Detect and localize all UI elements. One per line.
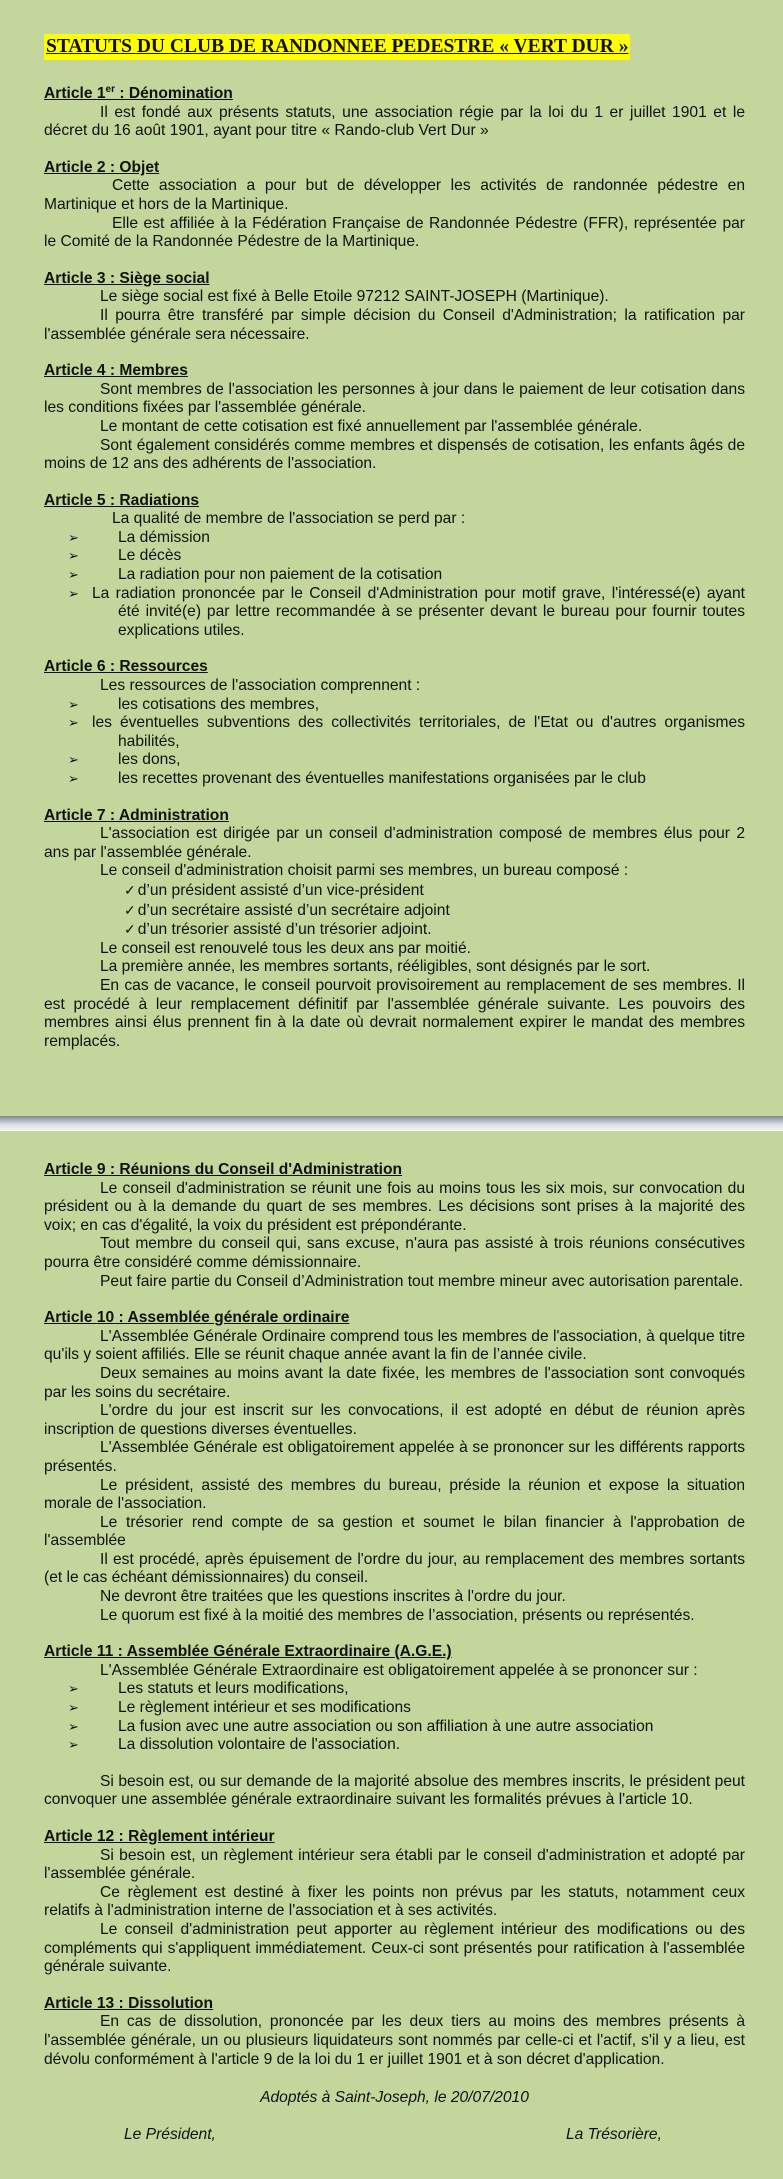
- arrow-bullet-icon: ➢: [68, 771, 79, 786]
- arrow-bullet-icon: ➢: [68, 696, 79, 712]
- heading-text: : Dénomination: [115, 85, 233, 102]
- arrow-bullet-icon: ➢: [68, 585, 79, 601]
- article-6: [44, 658, 745, 788]
- list-item: [44, 714, 745, 751]
- list-item: [44, 696, 745, 715]
- article-7: [44, 807, 745, 1052]
- bullet-list: [44, 714, 745, 751]
- article-heading: Article 10 : Assemblée générale ordinaire: [44, 1309, 350, 1327]
- arrow-bullet-icon: ➢: [68, 529, 79, 545]
- checkmark-icon: ✓: [124, 881, 136, 898]
- list-item: [124, 901, 745, 921]
- signature-president: Le Président,: [124, 2125, 216, 2143]
- paragraph: L'Assemblée Générale Ordinaire comprend tous les membres de l'association, à quelque titre qu'ils y soient affiliés. Elle se réunit chaque année avant la fin de l’année civile.: [44, 1327, 745, 1364]
- adoption-statement: Adoptés à Saint-Joseph, le 20/07/2010: [260, 2089, 529, 2107]
- heading-superscript: er: [105, 83, 115, 95]
- check-list: [44, 881, 745, 940]
- list-item-text: Le décès: [118, 547, 182, 565]
- checkmark-icon: ✓: [124, 921, 136, 938]
- article-heading: Article 6 : Ressources: [44, 658, 208, 676]
- paragraph: Deux semaines au moins avant la date fixée, les membres de l'association sont convoqués par les soins du secrétaire.: [44, 1364, 745, 1401]
- list-item: [124, 920, 745, 940]
- article-heading: Article 7 : Administration: [44, 806, 229, 824]
- paragraph: En cas de vacance, le conseil pourvoit provisoirement au remplacement de ses membres. Il est procédé à leur remplacement définitif par l'assemblée générale suivante. Les pouvoirs des membres ainsi élus prennent fin à la date où devrait normalement expirer le mandat des membres remplacés.: [44, 976, 745, 1050]
- list-item-text: d’un président assisté d’un vice-président: [137, 881, 424, 899]
- bullet-list: [44, 529, 745, 585]
- page-separator: [0, 1116, 783, 1131]
- document-title: STATUTS DU CLUB DE RANDONNEE PEDESTRE « VERT DUR »: [44, 34, 630, 60]
- list-item-text: les cotisations des membres,: [118, 695, 320, 713]
- list-item: [44, 770, 745, 789]
- bullet-list: [44, 1680, 745, 1754]
- list-item: [44, 1699, 745, 1718]
- list-item: [124, 881, 745, 901]
- article-5: [44, 492, 745, 641]
- paragraph: La qualité de membre de l'association se perd par :: [112, 510, 466, 528]
- list-item: [44, 751, 745, 770]
- arrow-bullet-icon: ➢: [68, 1700, 79, 1716]
- paragraph: L'Assemblée Générale est obligatoirement appelée à se prononcer sur les différents rapports présentés.: [44, 1439, 745, 1475]
- article-heading: [44, 85, 745, 104]
- arrow-bullet-icon: ➢: [68, 1737, 79, 1753]
- paragraph: Ne devront être traitées que les questions inscrites à l'ordre du jour.: [100, 1588, 566, 1606]
- list-item: [44, 529, 745, 548]
- article-3: [44, 270, 745, 344]
- paragraph: Le siège social est fixé à Belle Etoile 97212 SAINT-JOSEPH (Martinique).: [100, 288, 609, 306]
- checkmark-icon: ✓: [124, 901, 136, 918]
- paragraph: Le président, assisté des membres du bureau, préside la réunion et expose la situation morale de l'association.: [44, 1476, 745, 1513]
- article-heading: Article 3 : Siège social: [44, 269, 210, 287]
- list-item-text: les éventuelles subventions des collectivités territoriales, de l'Etat ou d'autres organismes habilités,: [92, 714, 745, 750]
- article-2: [44, 159, 745, 252]
- list-item-text: La fusion avec une autre association ou son affiliation à une autre association: [118, 1717, 654, 1735]
- paragraph: Si besoin est, ou sur demande de la majorité absolue des membres inscrits, le président peut convoquer une assemblée générale extraordinaire suivant les formalités prévues à l'article 10.: [44, 1772, 745, 1809]
- paragraph: Sont également considérés comme membres et dispensés de cotisation, les enfants âgés de moins de 12 ans des adhérents de l'association.: [44, 436, 745, 473]
- arrow-bullet-icon: ➢: [68, 1718, 79, 1734]
- paragraph: Ce règlement est destiné à fixer les points non prévus par les statuts, notamment ceux relatifs à l'administration interne de l'association et à ses activités.: [44, 1883, 745, 1920]
- list-item-text: les recettes provenant des éventuelles manifestations organisées par le club: [118, 770, 646, 787]
- arrow-bullet-icon: ➢: [68, 567, 79, 583]
- list-item-text: La démission: [118, 528, 210, 546]
- article-heading: Article 5 : Radiations: [44, 491, 200, 509]
- list-item: [44, 1736, 745, 1755]
- paragraph: L'association est dirigée par un conseil d'administration composé de membres élus pour 2 ans par l'assemblée générale.: [44, 825, 745, 861]
- signature-treasurer: La Trésorière,: [566, 2125, 662, 2143]
- list-item: [44, 1718, 745, 1737]
- paragraph: Le quorum est fixé à la moitié des membres de l’association, présents ou représentés.: [100, 1606, 695, 1624]
- list-item-text: La radiation pour non paiement de la cotisation: [118, 566, 443, 584]
- article-12: [44, 1828, 745, 1977]
- list-item-text: Les statuts et leurs modifications,: [118, 1680, 349, 1698]
- list-item-text: les dons,: [118, 751, 181, 769]
- article-4: [44, 362, 745, 474]
- list-item: [44, 1680, 745, 1699]
- paragraph: Le conseil d'administration se réunit une fois au moins tous les six mois, sur convocation du président ou à la demande du quart de ses membres. Les décisions sont prises à la majorité des voix; en cas d'égalité, la voix du président est prépondérante.: [44, 1179, 745, 1234]
- arrow-bullet-icon: ➢: [68, 1681, 79, 1697]
- list-item-text: La dissolution volontaire de l'association.: [118, 1736, 401, 1754]
- paragraph: Il est procédé, après épuisement de l'ordre du jour, au remplacement des membres sortants (et le cas échéant démissionnaires) du conseil.: [44, 1550, 745, 1587]
- article-heading: Article 13 : Dissolution: [44, 1994, 213, 2012]
- heading-text: Article 1: [44, 85, 106, 102]
- paragraph: Si besoin est, un règlement intérieur sera établi par le conseil d'administration et adopté par l'assemblée générale.: [44, 1846, 745, 1883]
- article-10: [44, 1309, 745, 1625]
- article-9: [44, 1161, 745, 1291]
- bullet-list: [44, 751, 745, 788]
- paragraph: En cas de dissolution, prononcée par les deux tiers au moins des membres présents à l'assemblée générale, un ou plusieurs liquidateurs sont nommés par celle-ci et l'actif, s'il y a lieu, est dévolu conformément à l'article 9 de la loi du 1 er juillet 1901 et à son décret d'application.: [44, 2013, 745, 2068]
- article-heading: Article 12 : Règlement intérieur: [44, 1828, 275, 1845]
- paragraph: Le conseil est renouvelé tous les deux ans par moitié.: [100, 939, 471, 957]
- article-1: [44, 85, 745, 141]
- bullet-list: [44, 696, 745, 715]
- bullet-list: [44, 585, 745, 641]
- paragraph: Cette association a pour but de développer les activités de randonnée pédestre en Martinique et hors de la Martinique.: [44, 177, 745, 213]
- article-13: [44, 1995, 745, 2069]
- article-11: [44, 1643, 745, 1810]
- paragraph: La première année, les membres sortants, rééligibles, sont désignés par le sort.: [100, 958, 651, 976]
- arrow-bullet-icon: ➢: [68, 752, 79, 768]
- list-item-text: Le règlement intérieur et ses modifications: [118, 1699, 411, 1717]
- paragraph: Il est fondé aux présents statuts, une association régie par la loi du 1 er juillet 1901 et le décret du 16 août 1901, ayant pour titre « Rando-club Vert Dur »: [44, 103, 745, 140]
- document-page-2: [0, 1131, 783, 2179]
- paragraph: Il pourra être transféré par simple décision du Conseil d'Administration; la ratification par l'assemblée générale sera nécessaire.: [44, 306, 745, 343]
- article-heading: Article 11 : Assemblée Générale Extraordinaire (A.G.E.): [44, 1643, 452, 1661]
- list-item-text: d’un secrétaire assisté d’un secrétaire adjoint: [137, 901, 450, 919]
- list-item: [44, 547, 745, 566]
- article-heading: Article 2 : Objet: [44, 158, 160, 176]
- paragraph: Sont membres de l'association les personnes à jour dans le paiement de leur cotisation dans les conditions fixées par l'assemblée générale.: [44, 380, 745, 417]
- paragraph: L'ordre du jour est inscrit sur les convocations, il est adopté en début de réunion après inscription de questions diverses éventuelles.: [44, 1402, 745, 1438]
- paragraph: Le conseil d'administration choisit parmi ses membres, un bureau composé :: [100, 862, 629, 880]
- paragraph: L'Assemblée Générale Extraordinaire est obligatoirement appelée à se prononcer sur :: [100, 1661, 698, 1679]
- paragraph: Elle est affiliée à la Fédération Française de Randonnée Pédestre (FFR), représentée par le Comité de la Randonnée Pédestre de la Martinique.: [44, 214, 745, 251]
- list-item: [44, 585, 745, 641]
- paragraph: Les ressources de l'association comprennent :: [100, 677, 421, 695]
- article-heading: Article 4 : Membres: [44, 362, 188, 380]
- arrow-bullet-icon: ➢: [68, 548, 79, 564]
- paragraph: Le montant de cette cotisation est fixé annuellement par l'assemblée générale.: [100, 417, 643, 435]
- list-item-text: d’un trésorier assisté d’un trésorier adjoint.: [137, 921, 432, 939]
- paragraph: Le conseil d'administration peut apporter au règlement intérieur des modifications ou des compléments qui s'appliquent immédiatement. Ceux-ci sont présentés pour ratification à l'assemblée générale suivante.: [44, 1920, 745, 1976]
- arrow-bullet-icon: ➢: [68, 715, 79, 731]
- paragraph: Le trésorier rend compte de sa gestion et soumet le bilan financier à l'approbation de l'assemblée: [44, 1513, 745, 1550]
- paragraph: Peut faire partie du Conseil d’Administration tout membre mineur avec autorisation parentale.: [100, 1272, 744, 1290]
- list-item: [44, 566, 745, 585]
- article-heading: Article 9 : Réunions du Conseil d'Administration: [44, 1161, 403, 1178]
- paragraph: Tout membre du conseil qui, sans excuse, n'aura pas assisté à trois réunions consécutives pourra être considéré comme démissionnaire.: [44, 1235, 745, 1271]
- signatures: [44, 2126, 745, 2146]
- list-item-text: La radiation prononcée par le Conseil d'Administration pour motif grave, l'intéressé(e) ayant été invité(e) par lettre recommandée à se présenter devant le bureau pour fournir toutes explications utiles.: [92, 584, 745, 639]
